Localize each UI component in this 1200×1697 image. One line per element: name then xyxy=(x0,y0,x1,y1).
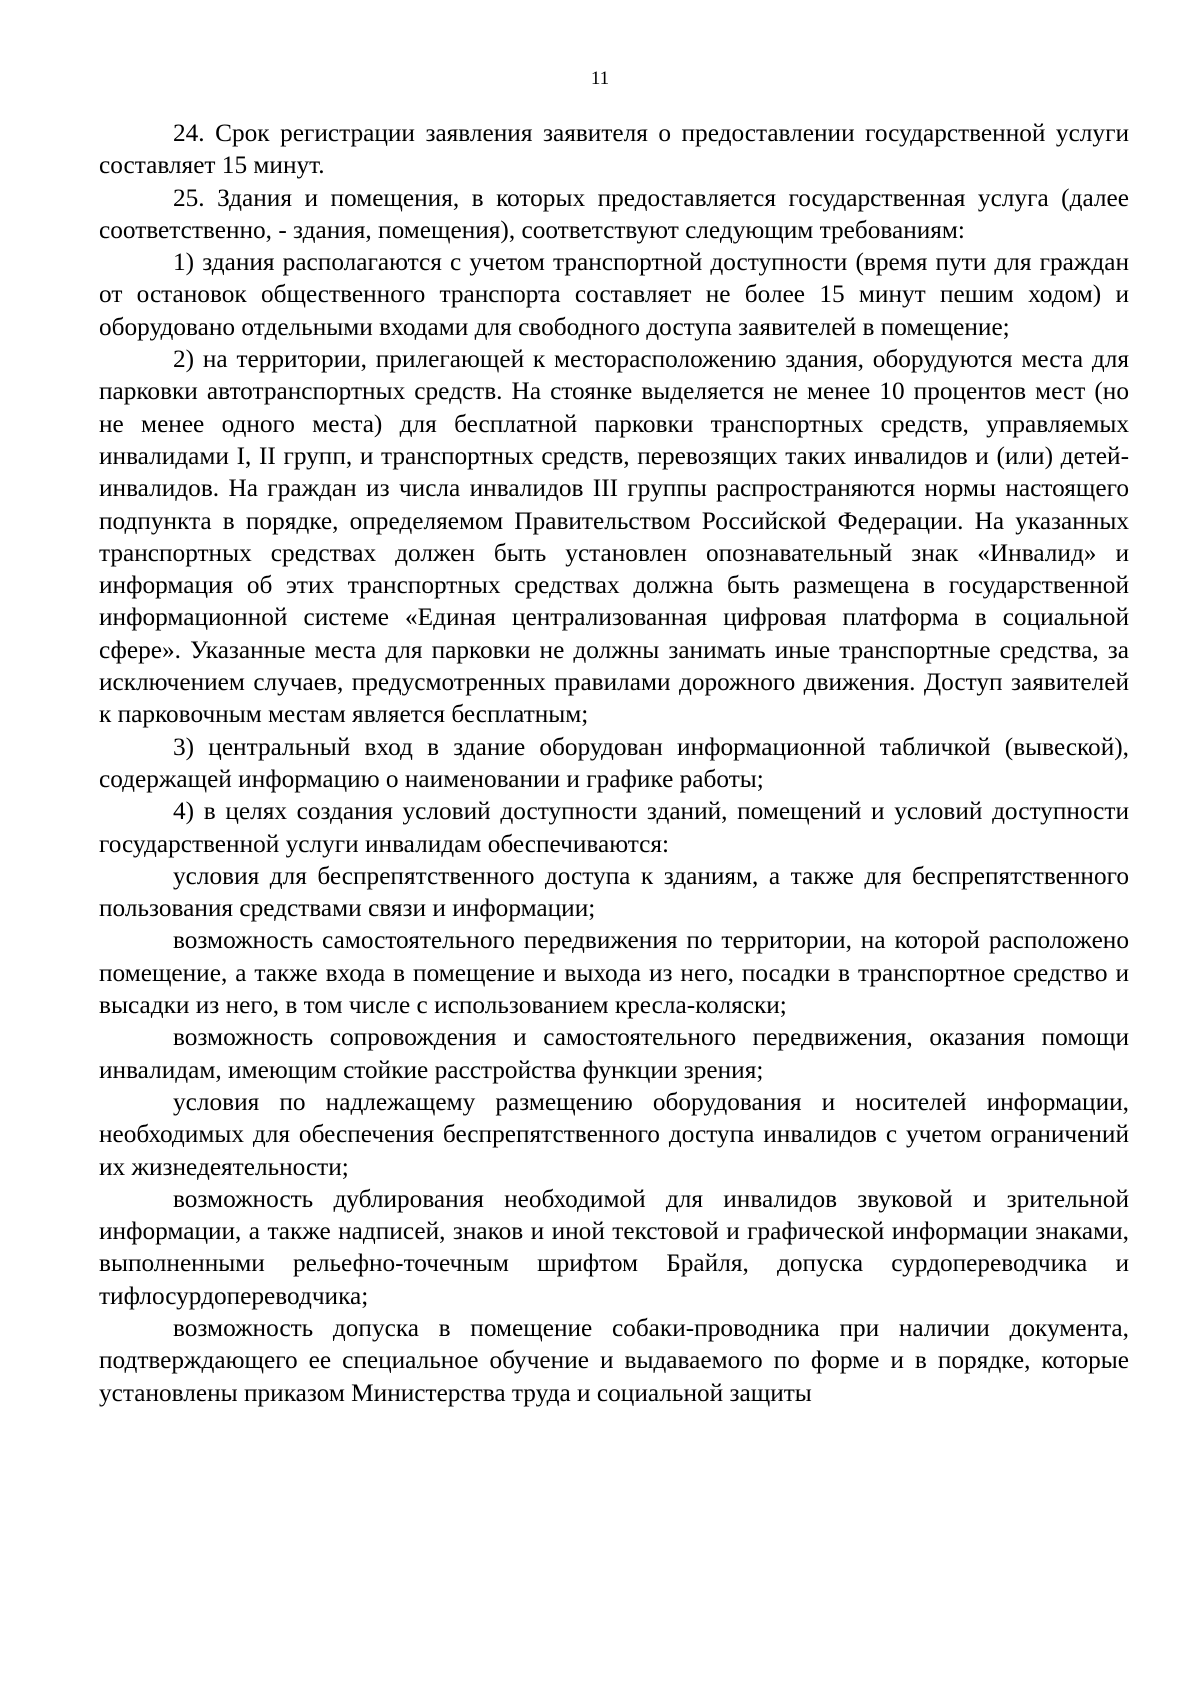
paragraph-item-24: 24. Срок регистрации заявления заявителя о предоставлении государственной услуги составляет 15 минут. xyxy=(99,119,1129,180)
paragraph-condition-access: условия для беспрепятственного доступа к зданиям, а также для беспрепятственного пользования средствами связи и информации; xyxy=(99,861,1129,923)
paragraph-condition-movement: возможность самостоятельного передвижения по территории, на которой расположено помещение, а также входа в помещение и выхода из него, посадки в транспортное средство и высадки из него, в том числе с использованием кресла-коляски; xyxy=(99,926,1129,1020)
paragraph-subitem-2: 2) на территории, прилегающей к месторасположению здания, оборудуются места для парковки автотранспортных средств. На стоянке выделяется не менее 10 процентов мест (но не менее одного места) для бесплатной парковки транспортных средств, управляемых инвалидами I, II групп, и транспортных средств, перевозящих таких инвалидов и (или) детей-инвалидов. На граждан из числа инвалидов III группы распространяются нормы настоящего подпункта в порядке, определяемом Правительством Российской Федерации. На указанных транспортных средствах должен быть установлен опознавательный знак «Инвалид» и информация об этих транспортных средствах должна быть размещена в государственной информационной системе «Единая централизованная цифровая платформа в социальной сфере». Указанные места для парковки не должны занимать иные транспортные средства, за исключением случаев, предусмотренных правилами дорожного движения. Доступ заявителей к парковочным местам является бесплатным; xyxy=(99,345,1129,729)
page-number: 11 xyxy=(590,68,610,89)
paragraph-condition-duplication: возможность дублирования необходимой для инвалидов звуковой и зрительной информации, а также надписей, знаков и иной текстовой и графической информации знаками, выполненными рельефно-точечным шрифтом Брайля, допуска сурдопереводчика и тифлосурдопереводчика; xyxy=(99,1184,1129,1310)
paragraph-subitem-4: 4) в целях создания условий доступности зданий, помещений и условий доступности государственной услуги инвалидам обеспечиваются: xyxy=(99,797,1129,858)
paragraph-item-25: 25. Здания и помещения, в которых предоставляется государственная услуга (далее соответственно, - здания, помещения), соответствуют следующим требованиям: xyxy=(99,183,1129,244)
paragraph-condition-escort: возможность сопровождения и самостоятельного передвижения, оказания помощи инвалидам, имеющим стойкие расстройства функции зрения; xyxy=(99,1023,1129,1084)
paragraph-condition-guide-dog: возможность допуска в помещение собаки-проводника при наличии документа, подтверждающего ее специальное обучение и выдаваемого по форме и в порядке, которые установлены приказом Министерства труда и социальной защиты xyxy=(99,1313,1129,1407)
paragraph-subitem-3: 3) центральный вход в здание оборудован информационной табличкой (вывеской), содержащей информацию о наименовании и графике работы; xyxy=(99,732,1129,793)
paragraph-condition-equipment: условия по надлежащему размещению оборудования и носителей информации, необходимых для обеспечения беспрепятственного доступа инвалидов с учетом ограничений их жизнедеятельности; xyxy=(99,1087,1129,1181)
paragraph-subitem-1: 1) здания располагаются с учетом транспортной доступности (время пути для граждан от остановок общественного транспорта составляет не более 15 минут пешим ходом) и оборудовано отдельными входами для свободного доступа заявителей в помещение; xyxy=(99,248,1129,341)
document-body xyxy=(99,117,1129,1409)
